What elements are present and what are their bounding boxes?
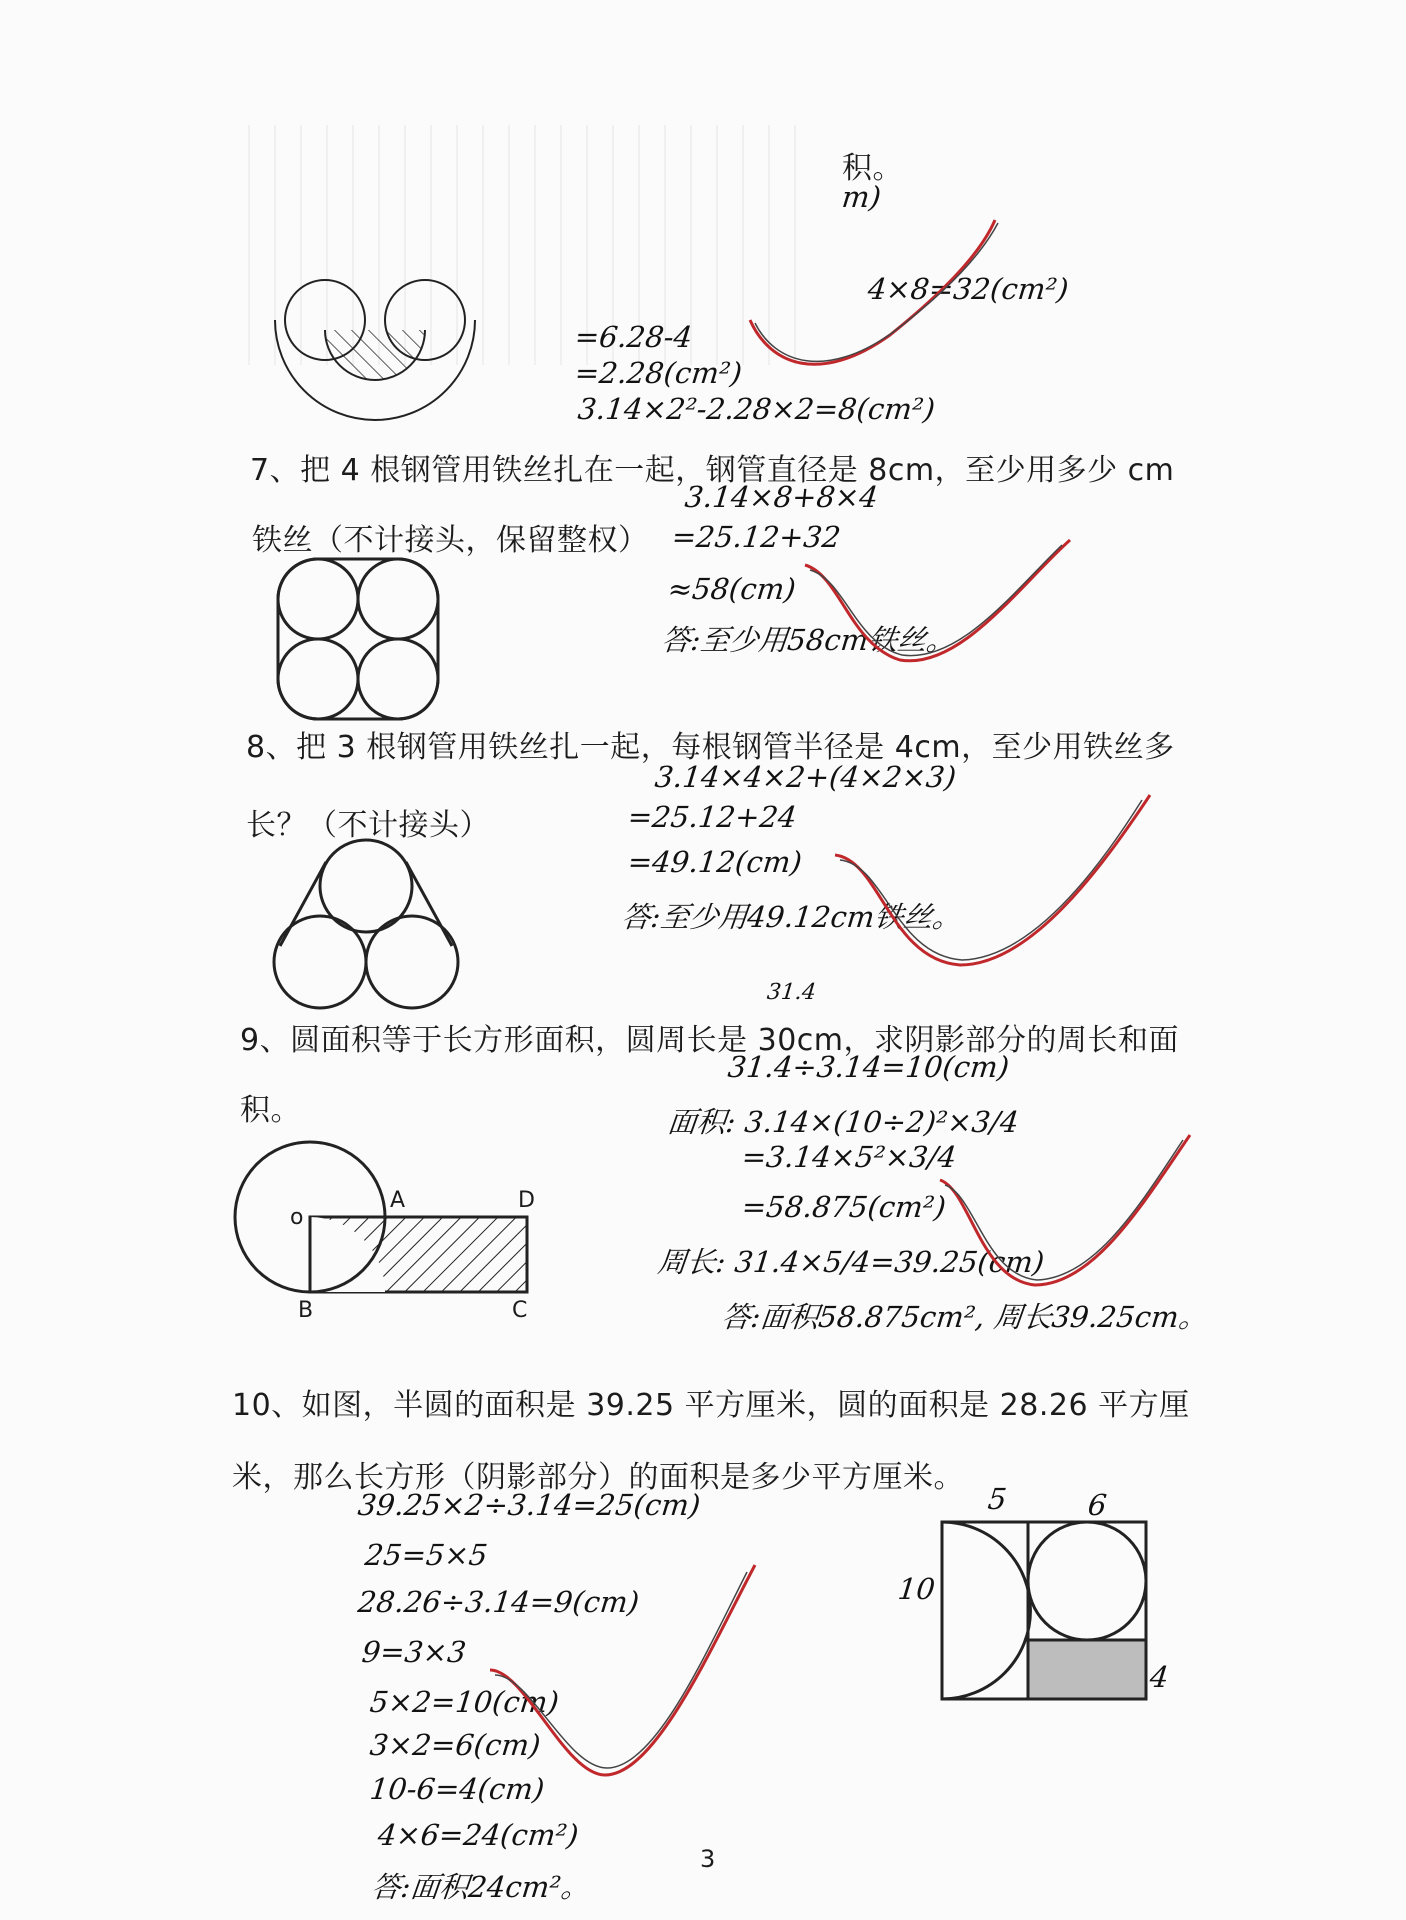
q10-work-line-5: 5×2=10(cm) bbox=[368, 1685, 561, 1719]
q9-work-line-5: 周长: 31.4×5/4=39.25(cm) bbox=[656, 1245, 1046, 1279]
checkmark-top bbox=[740, 215, 1010, 375]
page-number: 3 bbox=[700, 1845, 716, 1873]
q10-work-line-6: 3×2=6(cm) bbox=[368, 1728, 543, 1762]
q7-work-line-3: ≈58(cm) bbox=[666, 572, 798, 606]
q8-line-2: 长？（不计接头） bbox=[246, 808, 490, 843]
top-work-line-3: 3.14×2²-2.28×2=8(cm²) bbox=[576, 392, 937, 426]
q9-work-line-3: =3.14×5²×3/4 bbox=[740, 1140, 959, 1174]
q9-label-d: D bbox=[518, 1188, 536, 1213]
q8-work-line-1: 3.14×4×2+(4×2×3) bbox=[653, 760, 958, 794]
q7-four-pipes-figure bbox=[272, 553, 444, 725]
q7-answer: 答:至少用58cm铁丝。 bbox=[660, 623, 958, 657]
q7-work-line-1: 3.14×8+8×4 bbox=[683, 480, 880, 514]
q8-answer: 答:至少用49.12cm铁丝。 bbox=[620, 900, 964, 934]
q10-work-line-2: 25=5×5 bbox=[363, 1538, 490, 1572]
top-fragment-unit: m) bbox=[840, 180, 883, 214]
q9-work-line-2: 面积: 3.14×(10÷2)²×3/4 bbox=[666, 1105, 1021, 1139]
q7-work-line-2: =25.12+32 bbox=[670, 520, 843, 554]
q10-work-line-4: 9=3×3 bbox=[360, 1635, 468, 1669]
q10-label-right: 4 bbox=[1148, 1660, 1171, 1694]
q10-semicircle-circle-figure bbox=[938, 1518, 1150, 1703]
checkmark-q7 bbox=[800, 535, 1080, 675]
q8-three-pipes-figure bbox=[268, 836, 464, 1010]
q10-work-line-8: 4×6=24(cm²) bbox=[376, 1818, 581, 1852]
q8-work-line-3: =49.12(cm) bbox=[626, 845, 804, 879]
q8-work-line-2: =25.12+24 bbox=[626, 800, 799, 834]
q10-work-line-7: 10-6=4(cm) bbox=[368, 1772, 547, 1806]
q8-line-1: 8、把 3 根钢管用铁丝扎一起，每根钢管半径是 4cm，至少用铁丝多 bbox=[246, 730, 1175, 765]
top-work-line-1: =6.28-4 bbox=[573, 320, 694, 354]
top-work-line-2: =2.28(cm²) bbox=[573, 356, 744, 390]
q10-work-line-1: 39.25×2÷3.14=25(cm) bbox=[356, 1488, 703, 1522]
q9-label-o: o bbox=[290, 1205, 304, 1230]
top-fragment-text: 积。 bbox=[842, 151, 903, 186]
q9-line-2: 积。 bbox=[240, 1093, 301, 1128]
q10-shaded-rectangle bbox=[1028, 1640, 1146, 1699]
q9-label-c: C bbox=[512, 1298, 528, 1323]
q9-work-line-1: 31.4÷3.14=10(cm) bbox=[726, 1050, 1011, 1084]
q7-line-1: 7、把 4 根钢管用铁丝扎在一起，钢管直径是 8cm，至少用多少 cm bbox=[250, 453, 1175, 488]
checkmark-q8 bbox=[830, 790, 1160, 980]
q10-work-line-3: 28.26÷3.14=9(cm) bbox=[356, 1585, 641, 1619]
checkmark-q10 bbox=[485, 1560, 765, 1790]
top-work-line-4: 4×8=32(cm²) bbox=[866, 272, 1071, 306]
q9-label-b: B bbox=[298, 1298, 314, 1323]
q10-line-1: 10、如图，半圆的面积是 39.25 平方厘米，圆的面积是 28.26 平方厘 bbox=[232, 1388, 1190, 1423]
q9-label-a: A bbox=[390, 1188, 406, 1213]
q9-answer: 答:面积58.875cm², 周长39.25cm。 bbox=[720, 1300, 1210, 1334]
q10-label-top-left: 5 bbox=[986, 1482, 1009, 1516]
checkmark-q9 bbox=[935, 1130, 1200, 1295]
q10-answer: 答:面积24cm²。 bbox=[370, 1870, 592, 1904]
q9-work-line-4: =58.875(cm²) bbox=[740, 1190, 948, 1224]
top-circles-figure bbox=[270, 300, 480, 425]
q9-correction: 31.4 bbox=[765, 980, 818, 1005]
q7-line-2: 铁丝（不计接头，保留整权） bbox=[252, 523, 649, 558]
q9-line-1: 9、圆面积等于长方形面积，圆周长是 30cm，求阴影部分的周长和面 bbox=[240, 1023, 1180, 1058]
q9-circle-rectangle-figure bbox=[230, 1135, 540, 1325]
q10-label-top-right: 6 bbox=[1086, 1488, 1109, 1522]
q10-line-2: 米，那么长方形（阴影部分）的面积是多少平方厘米。 bbox=[232, 1460, 964, 1495]
q10-label-left: 10 bbox=[896, 1572, 937, 1606]
